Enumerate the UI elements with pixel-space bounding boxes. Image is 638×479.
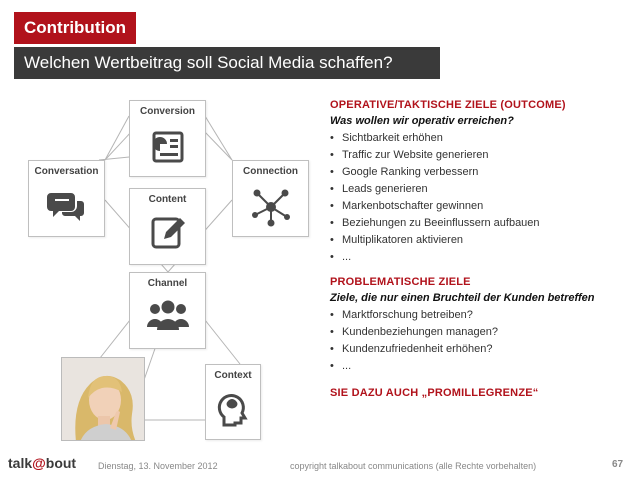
list-item: • Multiplikatoren aktivieren [330, 232, 630, 249]
chart-document-icon [149, 129, 187, 165]
list-item: • Sichtbarkeit erhöhen [330, 130, 630, 147]
network-nodes-icon [249, 185, 293, 229]
list-item: • Traffic zur Website generieren [330, 147, 630, 164]
see-also-note: SIE DAZU AUCH „PROMILLEGRENZE“ [330, 387, 539, 399]
node-label: Conversation [34, 166, 99, 177]
node-context [205, 364, 261, 440]
logo-text: talk [8, 455, 33, 471]
list-item: • Markenbotschafter gewinnen [330, 198, 630, 215]
connector-line [205, 320, 240, 364]
list-item: • Leads generieren [330, 181, 630, 198]
connector-line [205, 116, 232, 160]
company-logo [8, 455, 76, 471]
list-item: • ... [330, 249, 630, 266]
problematic-list [330, 307, 630, 375]
person-photo [61, 357, 145, 441]
node-conversation [28, 160, 105, 237]
list-item: • Marktforschung betreiben? [330, 307, 630, 324]
node-channel [129, 272, 206, 349]
operative-question: Was wollen wir operativ erreichen? [330, 115, 514, 127]
problematic-heading: PROBLEMATISCHE ZIELE [330, 276, 471, 288]
head-brain-icon [216, 387, 250, 429]
logo-at: @ [32, 455, 46, 471]
node-label: Context [214, 370, 252, 381]
list-item: • ... [330, 358, 630, 375]
node-conversion [129, 100, 206, 177]
problematic-question: Ziele, die nur einen Bruchteil der Kunden betreffen [330, 292, 595, 304]
connector-line [100, 320, 130, 358]
logo-text: bout [45, 455, 77, 471]
node-label: Connection [243, 166, 298, 177]
list-item: • Kundenzufriedenheit erhöhen? [330, 341, 630, 358]
footer-date: Dienstag, 13. November 2012 [98, 461, 218, 471]
people-group-icon [145, 299, 191, 333]
list-item: • Beziehungen zu Beeinflussern aufbauen [330, 215, 630, 232]
node-label: Content [148, 194, 187, 205]
section-tag: Contribution [14, 12, 136, 44]
list-item: • Kundenbeziehungen managen? [330, 324, 630, 341]
page-number: 67 [612, 459, 624, 470]
speech-bubbles-icon [47, 187, 87, 225]
node-label: Conversion [139, 106, 195, 117]
slide-title: Welchen Wertbeitrag soll Social Media schaffen? [14, 47, 440, 79]
operative-list [330, 130, 630, 266]
list-item: • Google Ranking verbessern [330, 164, 630, 181]
edit-pencil-icon [148, 213, 188, 253]
operative-heading: OPERATIVE/TAKTISCHE ZIELE (OUTCOME) [330, 99, 566, 111]
node-connection [232, 160, 309, 237]
node-content [129, 188, 206, 265]
goals-panel [330, 99, 630, 399]
node-label: Channel [147, 278, 188, 289]
footer-copyright: copyright talkabout communications (alle Rechte vorbehalten) [290, 461, 537, 471]
